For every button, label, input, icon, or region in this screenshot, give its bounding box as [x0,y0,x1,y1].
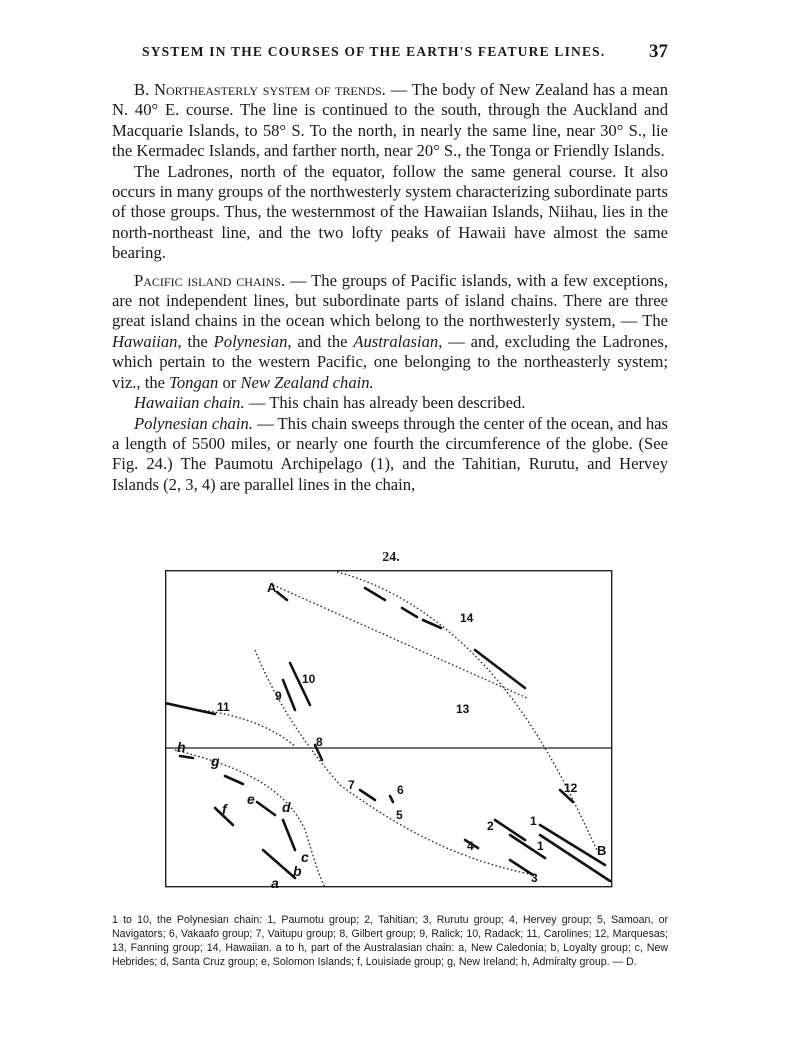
ralick-path [255,650,340,785]
island-marks [165,588,610,881]
label-8: 8 [316,735,323,749]
label-a: a [271,875,279,891]
mark-9 [283,680,295,710]
term-australasian: Australasian [353,331,439,351]
label-c: c [301,849,309,865]
mark-5 [360,790,375,800]
paragraph-text: , — and, excluding the Ladrones, which pertain to the western Pacific, one belonging to the northeasterly system; viz., the [112,331,669,392]
label-2: 2 [487,819,494,833]
australasian-path [175,750,325,887]
subsection-lead: Polynesian chain. [134,413,253,433]
paragraph-text: — The groups of Pacific islands, with a few exceptions, are not independent lines, but subordinate parts of island chains. There are three great island chains in the ocean which belong to the northwesterly system, — The [112,270,669,331]
label-g: g [211,753,220,769]
label-3: 3 [531,871,538,885]
label-d: d [282,799,291,815]
paragraph-text: , and the [287,331,354,351]
figure-number: 24. [382,550,400,565]
paragraph-ladrones [112,162,668,264]
label-4: 4 [467,839,474,853]
paragraph-text: The Ladrones, north of the equator, follow the same general course. It also occurs in many groups of the northwesterly system characterizing subordinate parts of those groups. Thus, the westernmost of the Hawaiian Islands, Niihau, lies in the north-northeast line, and the two lofty peaks of Hawaii have almost the same bearing. [112,161,668,263]
label-e: e [247,791,255,807]
label-9: 9 [275,689,282,703]
label-5: 5 [396,808,403,822]
mark-g [225,776,243,784]
letter-labels [177,739,309,891]
term-new-zealand-chain: New Zealand chain. [240,372,374,392]
label-6: 6 [397,783,404,797]
figure-24 [165,550,617,905]
paragraph-text: , the [177,331,214,351]
paragraph-text: or [218,372,241,392]
subsection-lead: Hawaiian chain. [134,393,245,413]
mark-A [277,592,287,600]
body-text [112,80,668,495]
page-number: 37 [649,41,668,62]
paragraph-northeasterly [112,80,668,162]
paragraph-text: — This chain sweeps through the center of the ocean, and has a length of 5500 miles, or nearly one fourth the circumference of the globe. (See Fig. 24.) The Paumotu Archipelago (1), and the Tahitian, Rurutu, and Hervey Islands (2, 3, 4) are parallel lines in the chain, [112,413,668,494]
mark-h [180,756,193,758]
paragraph-island-chains [112,271,668,393]
mark-c [283,820,295,850]
figure-caption: 1 to 10, the Polynesian chain: 1, Paumotu group; 2, Tahitian; 3, Rurutu group; 4, Hervey group; 5, Samoan, or Navigators; 6, Vakaafo group; 7, Vaitupu group; 8, Gilbert group; 9, Ralick; 10, Radack; 11, Carolines; 12, Marquesas; 13, Fanning group; 14, Hawaiian. a to h, part of the Australasian chain: a, New Caledonia; b, Loyalty group; c, New Hebrides; d, Santa Cruz group; e, Solomon Islands; f, Louisiade group; g, New Ireland; h, Admiralty group. — D. [112,914,668,968]
label-A: A [267,580,277,595]
label-f: f [222,801,227,817]
label-13: 13 [456,702,470,716]
mark-14c [423,620,441,628]
label-h: h [177,739,186,755]
mark-11 [165,703,215,714]
label-10: 10 [302,672,316,686]
paragraph-text: — The body of New Zealand has a mean N. 40° E. course. The line is continued to the south, through the Auckland and Macquarie Islands, to 58° S. To the north, in nearly the same line, near 30° S., lie the Kermadec Islands, and farther north, near 20° S., the Tonga or Friendly Islands. [112,80,669,161]
mark-b [263,850,295,878]
mark-d [257,802,275,815]
mark-2a [495,820,525,840]
paragraph-hawaiian-chain [112,393,668,413]
section-lead: B. Northeasterly system of trends. [134,80,386,99]
mark-3 [510,860,533,875]
paragraph-polynesian-chain [112,414,668,496]
term-polynesian: Polynesian [213,331,288,351]
mark-14d [475,650,525,688]
page-header [112,41,668,66]
running-head: SYSTEM IN THE COURSES OF THE EARTH'S FEATURE LINES. [142,44,606,59]
label-7: 7 [348,778,355,792]
island-chain-map [165,570,617,904]
label-B: B [597,843,607,858]
term-tongan: Tongan [169,372,219,392]
carolines-path [200,710,295,746]
mark-6 [390,796,393,802]
mark-14b [402,608,417,617]
paragraph-text: — This chain has already been described. [244,393,526,413]
label-b: b [293,863,302,879]
chain-paths [175,572,597,887]
label-14: 14 [460,611,474,625]
label-12: 12 [564,781,578,795]
label-11: 11 [217,700,230,714]
label-1: 1 [530,814,537,828]
section-lead: Pacific island chains. [134,270,286,290]
mark-14a [365,588,385,600]
mark-1b [540,835,610,881]
term-hawaiian: Hawaiian [112,331,178,351]
map-labels [177,580,606,891]
label-1b: 1 [537,839,544,853]
polynesian-path [340,785,535,875]
